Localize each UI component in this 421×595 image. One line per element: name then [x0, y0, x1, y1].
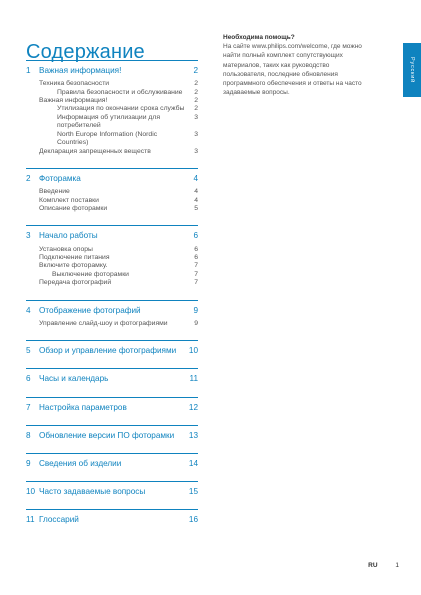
toc-subentry-page: 3 [194, 147, 198, 155]
toc-subentry-page: 2 [194, 88, 198, 96]
toc-section [26, 397, 198, 413]
toc-subentry-title: Управление слайд-шоу и фотографиями [39, 319, 168, 327]
toc-chapter-title: Обновление версии ПО фоторамки [39, 430, 175, 440]
toc-chapter-title: Глоссарий [39, 515, 79, 525]
toc-subentry-page: 9 [194, 319, 198, 327]
page-title: Содержание [26, 41, 145, 64]
toc-section [26, 453, 198, 469]
toc-subentry-title: Установка опоры [39, 245, 93, 253]
toc-subentry-page: 2 [194, 80, 198, 88]
toc-subentry[interactable] [26, 105, 198, 113]
toc-subentry-page: 7 [194, 262, 198, 270]
toc-chapter-number: 1 [26, 66, 31, 75]
toc-section [26, 60, 198, 156]
toc-chapter-page: 10 [188, 346, 198, 356]
toc-subentry-page: 3 [194, 113, 198, 121]
toc-subentry-page: 6 [194, 254, 198, 261]
toc-chapter-title: Сведения об изделии [39, 458, 122, 468]
toc-subentry[interactable] [26, 188, 198, 196]
toc-chapter-number: 8 [26, 430, 31, 440]
toc-subentry-title: Информация об утилизации для потребителей [57, 113, 161, 130]
toc-chapter-number: 3 [26, 231, 31, 241]
toc-subentry[interactable] [26, 262, 198, 270]
toc-chapter-page: 14 [188, 458, 198, 468]
language-tab [403, 43, 421, 97]
toc-chapter-title: Важная информация! [39, 66, 122, 75]
toc-chapter-number: 9 [26, 458, 31, 468]
toc-subentry[interactable] [26, 131, 198, 148]
toc-subentry-title: Декларация запрещенных веществ [39, 147, 151, 155]
toc-chapter-page: 16 [188, 515, 198, 525]
toc-chapter-number: 6 [26, 374, 31, 384]
toc-subentry-title: Техника безопасности [39, 80, 110, 88]
toc-subentry-page: 7 [194, 279, 198, 287]
toc-subentry-title: North Europe Information (Nordic Countries) [57, 130, 158, 147]
toc-subentry[interactable] [26, 246, 198, 254]
toc-subentry[interactable] [26, 279, 198, 287]
toc-chapter-number: 11 [26, 515, 35, 525]
toc-subentry-title: Введение [39, 188, 70, 196]
footer-page-number: 1 [395, 562, 399, 569]
toc-chapter-page: 15 [188, 487, 198, 497]
toc-section [26, 225, 198, 287]
toc-chapter-page: 11 [189, 374, 198, 384]
toc-subentry[interactable] [26, 205, 198, 213]
toc-chapter-page: 4 [193, 173, 198, 183]
toc-subentry-title: Включите фоторамку. [39, 262, 108, 270]
toc-subentry[interactable] [26, 114, 198, 131]
help-heading: Необходима помощь? [223, 34, 295, 41]
toc-section [26, 368, 198, 384]
toc-subentry-title: Утилизация по окончании срока службы [57, 105, 185, 113]
toc-subentry-title: Важная информация! [39, 97, 108, 105]
toc-subentry[interactable] [26, 320, 198, 328]
page-footer [368, 562, 399, 569]
toc-subentry[interactable] [26, 254, 198, 262]
toc-chapter-page: 2 [193, 66, 198, 75]
toc-chapter-entry[interactable] [26, 515, 198, 525]
toc-chapter-number: 4 [26, 305, 31, 315]
toc-section [26, 340, 198, 356]
toc-chapter-entry[interactable] [26, 431, 198, 441]
toc-chapter-number: 2 [26, 173, 31, 183]
toc-chapter-entry[interactable] [26, 374, 198, 384]
toc-chapter-page: 12 [188, 402, 198, 412]
toc-chapter-entry[interactable] [26, 459, 198, 469]
toc-section [26, 509, 198, 525]
toc-chapter-entry[interactable] [26, 66, 198, 76]
toc-chapter-entry[interactable] [26, 231, 198, 241]
toc-subentry-page: 3 [194, 130, 198, 138]
toc-chapter-title: Настройка параметров [39, 402, 127, 412]
toc-chapter-title: Начало работы [39, 231, 98, 241]
table-of-contents [26, 60, 198, 537]
toc-chapter-page: 13 [188, 430, 198, 440]
toc-subentry-title: Комплект поставки [39, 196, 99, 204]
toc-subentry-title: Описание фоторамки [39, 204, 108, 212]
toc-subentry-page: 4 [194, 188, 198, 196]
toc-chapter-page: 9 [193, 305, 198, 315]
toc-subentry[interactable] [26, 148, 198, 156]
toc-subentry[interactable] [26, 271, 198, 279]
toc-chapter-entry[interactable] [26, 174, 198, 184]
toc-subentry-page: 5 [194, 204, 198, 212]
help-text: На сайте www.philips.com/welcome, где можно найти полный комплект сопутствующих материалов, таких как руководство пользователя, последние обновления программного обеспечения и ответы на часто задаваемые вопросы. [223, 43, 362, 97]
toc-chapter-entry[interactable] [26, 403, 198, 413]
language-tab-label: Русский [409, 56, 416, 84]
toc-chapter-entry[interactable] [26, 487, 198, 497]
footer-language: RU [368, 562, 378, 569]
toc-section [26, 300, 198, 329]
toc-subentry-page: 7 [194, 270, 198, 278]
toc-subentry-page: 2 [194, 97, 198, 105]
toc-subentry[interactable] [26, 80, 198, 88]
toc-chapter-title: Часто задаваемые вопросы [39, 487, 146, 497]
toc-subentry-title: Подключение питания [39, 254, 110, 261]
toc-chapter-title: Отображение фотографий [39, 305, 141, 315]
toc-subentry-title: Правила безопасности и обслуживание [57, 88, 183, 96]
toc-subentry[interactable] [26, 89, 198, 97]
toc-subentry-title: Выключение фоторамки [52, 270, 129, 278]
toc-section [26, 481, 198, 497]
toc-subentry-page: 2 [194, 105, 198, 113]
toc-subentry[interactable] [26, 197, 198, 205]
toc-chapter-number: 5 [26, 346, 31, 356]
toc-chapter-title: Часы и календарь [39, 374, 109, 384]
help-box [223, 33, 371, 98]
toc-subentry-title: Передача фотографий [39, 279, 112, 287]
toc-chapter-title: Фоторамка [39, 173, 81, 183]
toc-section [26, 168, 198, 213]
toc-chapter-entry[interactable] [26, 306, 198, 316]
toc-chapter-number: 10 [26, 487, 36, 497]
toc-chapter-page: 6 [193, 231, 198, 241]
toc-subentry-page: 6 [194, 245, 198, 253]
toc-chapter-entry[interactable] [26, 346, 198, 356]
toc-section [26, 425, 198, 441]
toc-chapter-title: Обзор и управление фотографиями [39, 346, 177, 356]
toc-chapter-number: 7 [26, 402, 31, 412]
toc-subentry-page: 4 [194, 196, 198, 204]
